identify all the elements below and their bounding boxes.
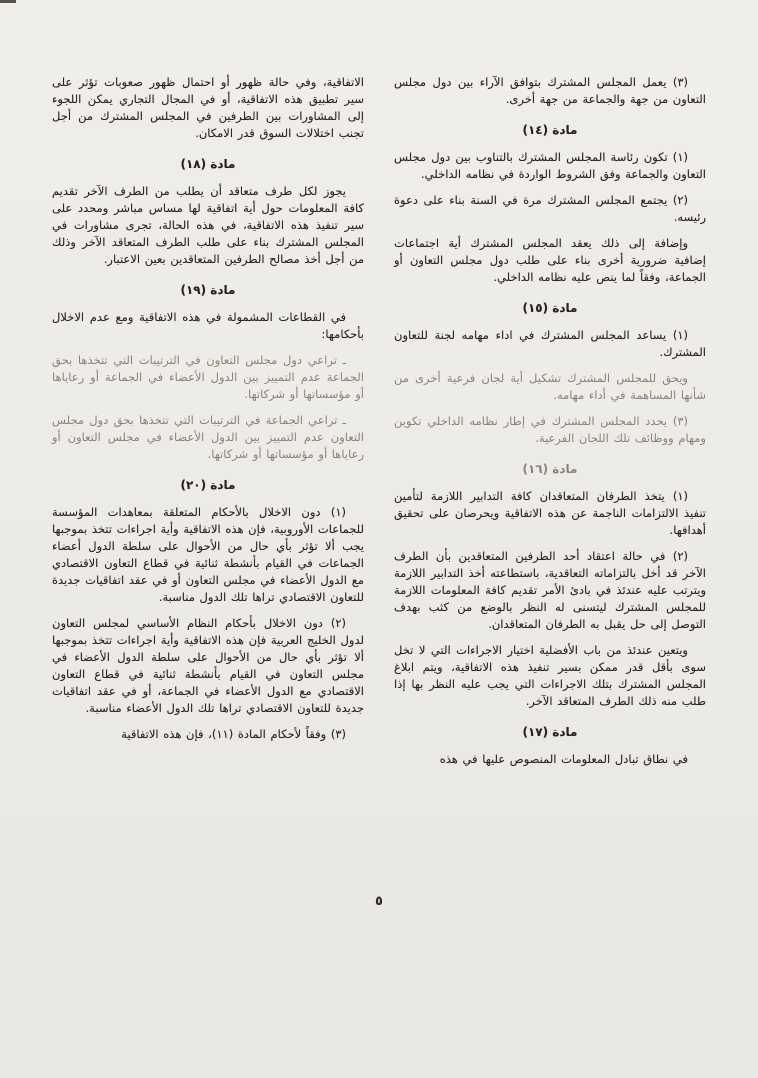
paragraph: في نطاق تبادل المعلومات المنصوص عليها في هذه xyxy=(439,752,688,766)
paragraph: يجوز لكل طرف متعاقد أن يطلب من الطرف الآخر تقديم كافة المعلومات حول أية اتفاقية لها مساس مباشر ومحدد على سير تنفيذ هذه الاتفاقية، في هذه الحالة، تجرى مشاورات في المجلس المشترك بناء على طلب الطرف المتعاقد الآخر وذلك من أجل أخذ مصالح الطرفين المتعاقدين بعين الاعتبار. xyxy=(52,184,364,266)
paragraph: (١) يساعد المجلس المشترك في اداء مهامه لجنة للتعاون المشترك. xyxy=(394,328,706,359)
paragraph: (١) دون الاخلال بالأحكام المتعلقة بمعاهدات المؤسسة للجماعات الأوروبية، فإن هذه الاتفاقية وأية اجراءات تتخذ بموجبها يجب ألا تؤثر بأي حال من الأحوال على سلطة الدول أعضاء الجماعات في القيام بأنشطة ثنائية في قطاع التعاون الاقتصادي مع الدول الأعضاء في مجلس التعاون أو في عقد اتفاقيات جديدة للتعاون الاقتصادي تراها تلك الدول مناسبة. xyxy=(52,505,364,604)
article-heading-14: مادة (١٤) xyxy=(522,123,578,137)
page-number: ٥ xyxy=(375,894,383,909)
article-heading-20: مادة (٢٠) xyxy=(180,478,236,492)
paragraph: (١) يتخذ الطرفان المتعاقدان كافة التدابير اللازمة لتأمين تنفيذ الالتزامات الناجمة عن هذه الاتفاقية ويحرصان على تحقيق أهدافها. xyxy=(394,489,706,537)
article-heading-15: مادة (١٥) xyxy=(522,301,578,315)
paragraph: ويحق للمجلس المشترك تشكيل أية لجان فرعية أخرى من شأنها المساهمة في أداء مهامه. xyxy=(394,371,706,402)
paragraph: (٣) يحدد المجلس المشترك في إطار نظامه الداخلي تكوين ومهام ووظائف تلك اللجان الفرعية. xyxy=(394,414,706,445)
article-heading-19: مادة (١٩) xyxy=(180,283,236,297)
paragraph: (٣) يعمل المجلس المشترك بتوافق الآراء بين دول مجلس التعاون من جهة والجماعة من جهة أخرى. xyxy=(394,75,706,106)
column-left xyxy=(52,74,364,777)
paragraph: (١) تكون رئاسة المجلس المشترك بالتناوب بين دول مجلس التعاون والجماعة وفق الشروط الواردة في نظامه الداخلي. xyxy=(394,150,706,181)
paragraph: (٢) دون الاخلال بأحكام النظام الأساسي لمجلس التعاون لدول الخليج العربية فإن هذه الاتفاقية وأية اجراءات تتخذ بموجبها ألا تؤثر بأي حال من الأحوال على سلطة الدول الأعضاء في مجلس التعاون في القيام بأنشطة ثنائية في قطاع التعاون الاقتصادي مع الدول الأعضاء في الجماعة، أو في عقد اتفاقيات جديدة للتعاون الاقتصادي تراها تلك الدول الأعضاء مناسبة. xyxy=(52,616,364,715)
paragraph: (٢) في حالة اعتقاد أحد الطرفين المتعاقدين بأن الطرف الآخر قد أخل بالتزاماته التعاقدية، باستطاعته أخذ التدابير اللازمة ويترتب عليه عندئذ في بادئ الأمر تقديم كافة المعلومات اللازمة للمجلس المشترك ليتسنى له النظر بالوضع من كثب بهدف التوصل إلى حل يقبل به الطرفان المتعاقدان. xyxy=(394,549,706,631)
text-columns xyxy=(52,74,706,777)
paragraph: ويتعين عندئذ من باب الأفضلية اختيار الاجراءات التي لا تخل سوى بأقل قدر ممكن بسير تنفيذ هذه الاتفاقية، ويتم ابلاغ المجلس المشترك بتلك الاجراءات التي يجب عليه النظر بها إذا طلب منه ذلك الطرف المتعاقد الآخر. xyxy=(394,643,706,708)
paragraph: (٢) يجتمع المجلس المشترك مرة في السنة بناء على دعوة رئيسه. xyxy=(394,193,706,224)
article-heading-18: مادة (١٨) xyxy=(180,157,236,171)
article-heading-17: مادة (١٧) xyxy=(522,725,578,739)
paragraph: ـ تراعي دول مجلس التعاون في الترتيبات التي تتخذها بحق الجماعة عدم التمييز بين الدول الأعضاء في الجماعة أو رعاياها أو مؤسساتها أو شركاتها. xyxy=(52,353,364,401)
article-heading-16: مادة (١٦) xyxy=(522,462,578,476)
column-right xyxy=(394,74,706,777)
paragraph: في القطاعات المشمولة في هذه الاتفاقية ومع عدم الاخلال بأحكامها: xyxy=(52,310,364,341)
paragraph: ـ تراعي الجماعة في الترتيبات التي تتخذها بحق دول مجلس التعاون عدم التمييز بين الدول الأعضاء في مجلس التعاون أو رعاياها أو مؤسساتها أو شركاتها. xyxy=(52,413,364,461)
scan-corner-mark xyxy=(0,0,16,3)
paragraph: الاتفاقية، وفي حالة ظهور أو احتمال ظهور صعوبات تؤثر على سير تطبيق هذه الاتفاقية، أو في المجال التجاري يمكن اللجوء إلى المشاورات بين الطرفين في المجلس المشترك من أجل تجنب اختلالات السوق قدر الامكان. xyxy=(52,75,364,140)
paragraph: (٣) وفقاً لأحكام المادة (١١)، فإن هذه الاتفاقية xyxy=(121,727,346,741)
paragraph: وإضافة إلى ذلك يعقد المجلس المشترك أية اجتماعات إضافية ضرورية أخرى بناء على طلب دول مجلس التعاون أو الجماعة، وفقاً لما ينص عليه نظامه الداخلي. xyxy=(394,236,706,284)
